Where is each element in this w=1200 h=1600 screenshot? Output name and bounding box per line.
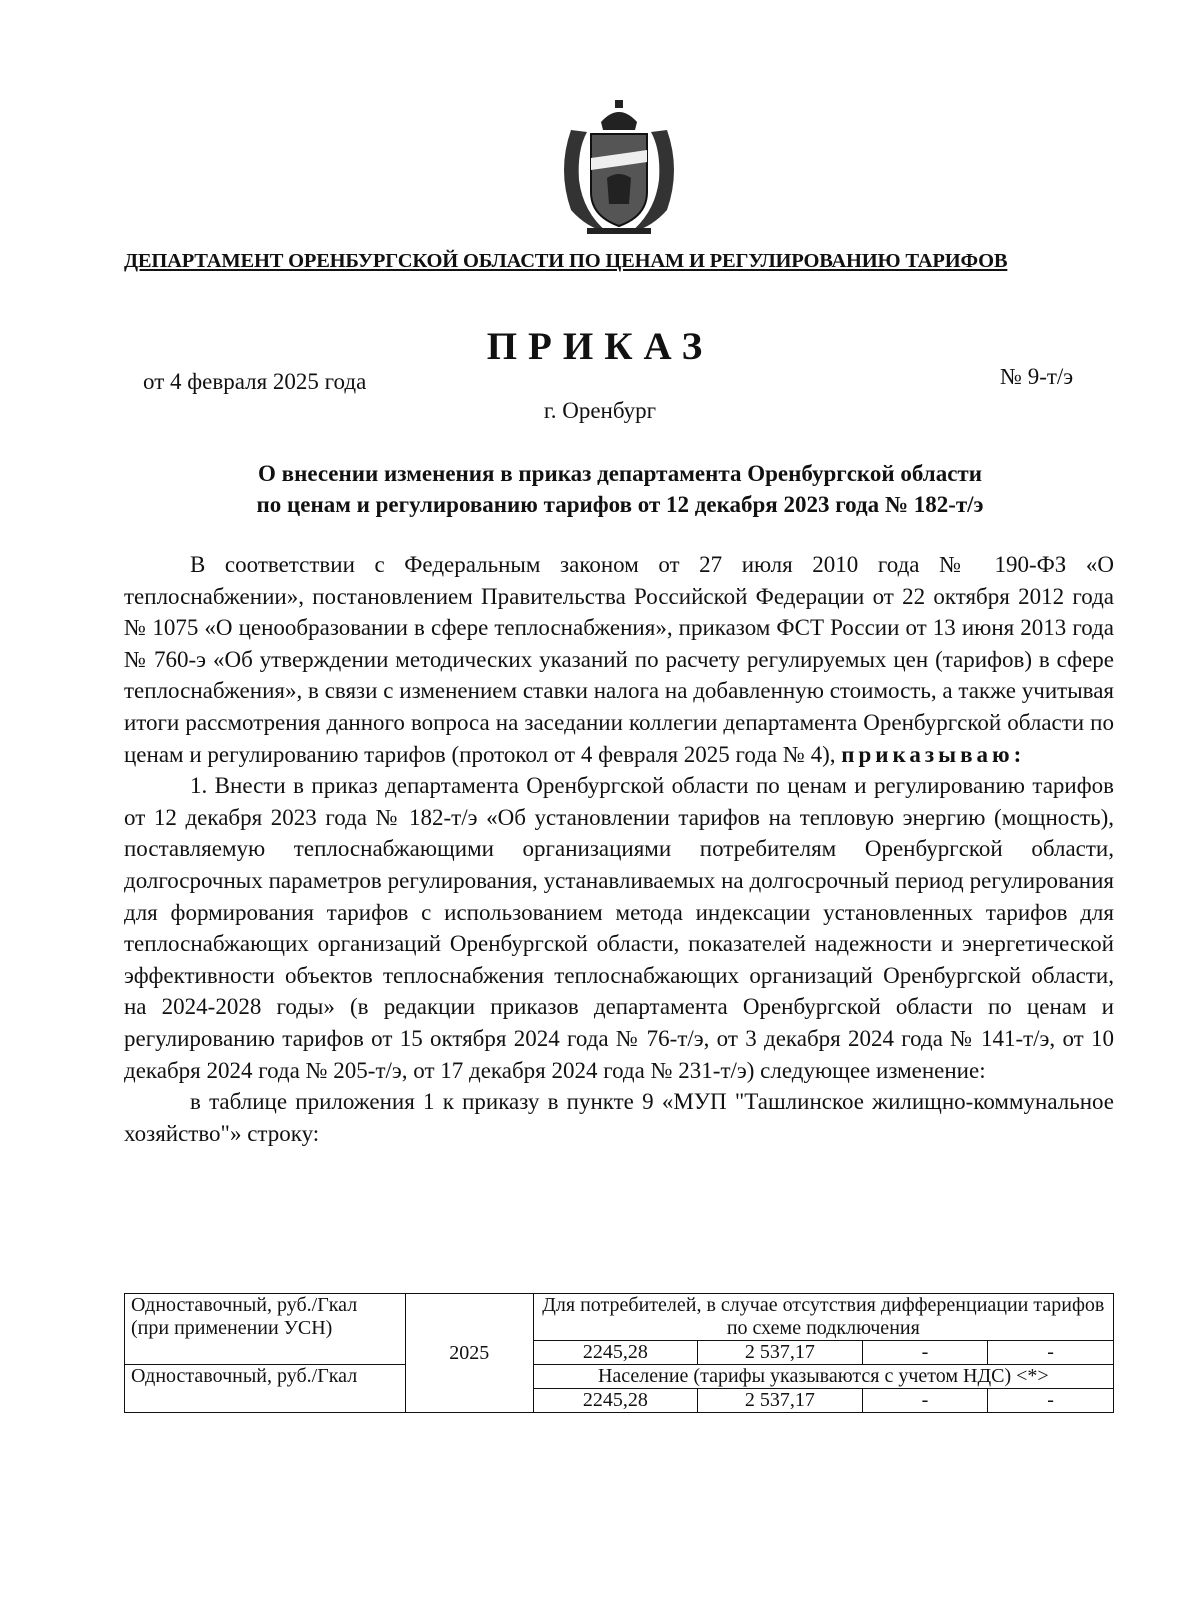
group-header-population: Население (тарифы указываются с учетом НДС) <*>: [533, 1365, 1113, 1389]
table-cell: 2 537,17: [698, 1389, 862, 1413]
table-cell: 2245,28: [533, 1389, 697, 1413]
order-title-line-1: О внесении изменения в приказ департамента Оренбургской области: [258, 461, 982, 486]
document-type: ПРИКАЗ: [486, 325, 714, 368]
tariff-table: [124, 1293, 1114, 1413]
order-body: [124, 549, 1114, 1149]
item-1-paragraph: 1. Внести в приказ департамента Оренбургской области по ценам и регулированию тарифов от 12 декабря 2023 года № 182-т/э «Об установлении тарифов на тепловую энергию (мощность), поставляемую теплоснабжающими организациями потребителям Оренбургской области, долгосрочных параметров регулирования, устанавливаемых на долгосрочный период регулирования для формирования тарифов с использованием метода индексации установленных тарифов для теплоснабжающих организаций Оренбургской области, показателей надежности и энергетической эффективности объектов теплоснабжения теплоснабжающих организаций Оренбургской области, на 2024-2028 годы» (в редакции приказов департамента Оренбургской области по ценам и регулированию тарифов от 15 октября 2024 года № 76-т/э, от 3 декабря 2024 года № 141-т/э, от 10 декабря 2024 года № 205-т/э, от 17 декабря 2024 года № 231-т/э) следующее изменение:: [124, 773, 1114, 1083]
group-header-consumers: Для потребителей, в случае отсутствия дифференциации тарифов по схеме подключения: [533, 1294, 1113, 1341]
preamble-paragraph: [124, 549, 1114, 770]
row-label-usn: Одноставочный, руб./Гкал (при применении УСН): [125, 1294, 406, 1365]
preamble-text: В соответствии с Федеральным законом от 27 июля 2010 года № 190-ФЗ «О теплоснабжении», постановлением Правительства Российской Федерации от 22 октября 2012 года № 1075 «О ценообразовании в сфере теплоснабжения», приказом ФСТ России от 13 июня 2013 года № 760-э «Об утверждении методических указаний по расчету регулируемых цен (тарифов) в сфере теплоснабжения», в связи с изменением ставки налога на добавленную стоимость, а также учитывая итоги рассмотрения данного вопроса на заседании коллегии департамента Оренбургской области по ценам и регулированию тарифов (протокол от 4 февраля 2025 года № 4),: [124, 552, 1114, 767]
table-cell: -: [988, 1389, 1114, 1413]
coat-of-arms-emblem: [557, 100, 681, 236]
table-cell: -: [862, 1341, 988, 1365]
table-intro-paragraph: в таблице приложения 1 к приказу в пункте 9 «МУП "Ташлинское жилищно-коммунальное хозяйство"» строку:: [124, 1089, 1114, 1146]
table-cell: 2 537,17: [698, 1341, 862, 1365]
table-cell: 2245,28: [533, 1341, 697, 1365]
order-title: [130, 458, 1110, 520]
row-label-standard: Одноставочный, руб./Гкал: [125, 1365, 406, 1413]
city: г. Оренбург: [543, 398, 657, 423]
year-cell: 2025: [405, 1294, 533, 1413]
table-cell: -: [988, 1341, 1114, 1365]
order-date: от 4 февраля 2025 года: [143, 369, 367, 394]
table-cell: -: [862, 1389, 988, 1413]
order-title-line-2: по ценам и регулированию тарифов от 12 декабря 2023 года № 182-т/э: [256, 492, 984, 517]
order-word: приказываю:: [841, 741, 1026, 767]
table-row: [125, 1365, 1114, 1389]
order-number: № 9-т/э: [1000, 364, 1074, 389]
department-name: ДЕПАРТАМЕНТ ОРЕНБУРГСКОЙ ОБЛАСТИ ПО ЦЕНАМ И РЕГУЛИРОВАНИЮ ТАРИФОВ: [124, 250, 1008, 272]
